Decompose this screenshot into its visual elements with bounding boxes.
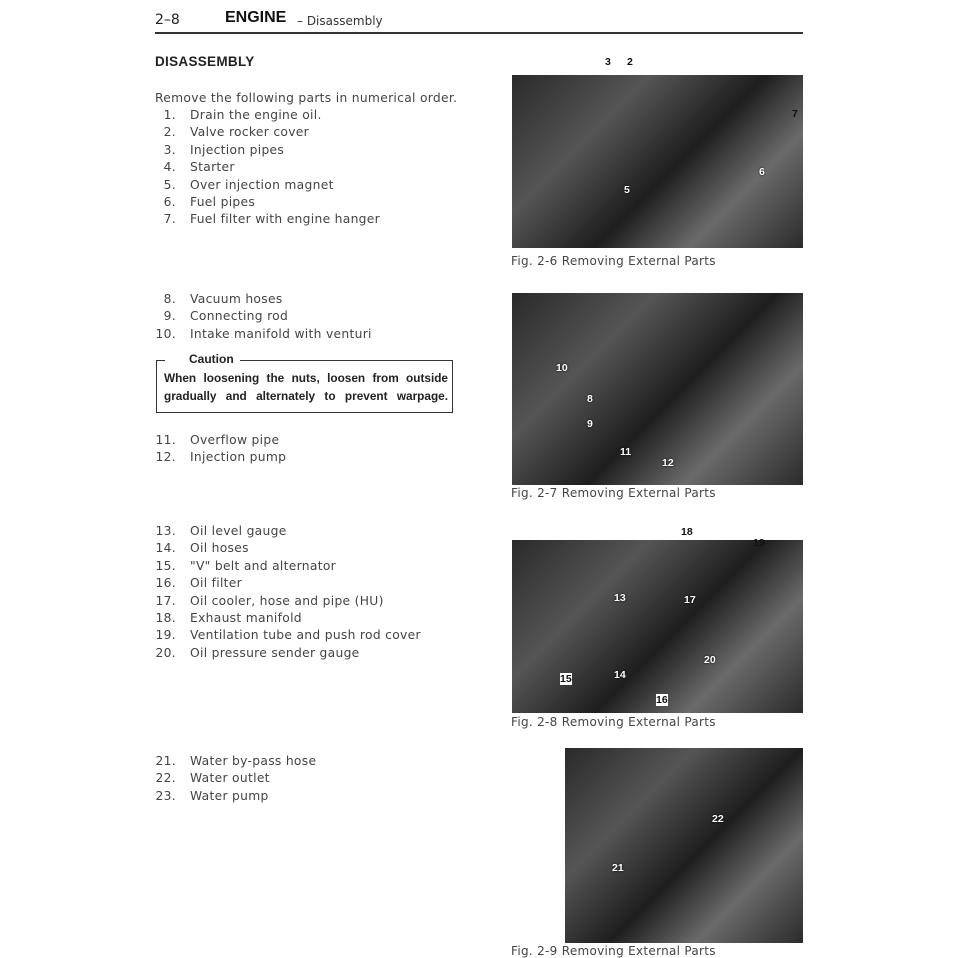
figure-caption: Fig. 2-7 Removing External Parts xyxy=(511,486,716,500)
caution-text: When loosening the nuts, loosen from outside gradually and alternately to prevent warpage. xyxy=(164,371,448,403)
step-text: Oil level gauge xyxy=(190,524,287,538)
step-text: Exhaust manifold xyxy=(190,610,302,625)
step-number: 15. xyxy=(155,558,176,573)
list-item xyxy=(152,327,372,344)
callout: 21 xyxy=(612,862,624,874)
list-item xyxy=(152,143,380,160)
figure-2-8-photo xyxy=(512,540,803,713)
step-number: 12. xyxy=(155,450,176,465)
list-item xyxy=(152,611,421,628)
step-number: 9. xyxy=(163,309,176,324)
step-text: Starter xyxy=(190,160,235,175)
callout: 9 xyxy=(587,418,593,430)
step-text: Valve rocker cover xyxy=(190,125,310,140)
callout: 5 xyxy=(624,184,630,196)
page-number: 2–8 xyxy=(155,12,180,28)
step-text: Water by-pass hose xyxy=(190,754,317,768)
step-text: Oil cooler, hose and pipe (HU) xyxy=(190,593,384,608)
step-text: Intake manifold with venturi xyxy=(190,326,372,341)
step-number: 3. xyxy=(163,142,176,157)
intro-text: Remove the following parts in numerical order. xyxy=(155,91,458,105)
page-title: DISASSEMBLY xyxy=(155,54,255,69)
step-text: Overflow pipe xyxy=(190,433,280,447)
step-number: 8. xyxy=(163,292,176,306)
step-number: 6. xyxy=(163,194,176,209)
list-item xyxy=(152,771,316,788)
step-text: Oil hoses xyxy=(190,541,249,556)
step-number: 10. xyxy=(155,326,176,341)
figure-caption: Fig. 2-9 Removing External Parts xyxy=(511,944,716,958)
step-text: Water outlet xyxy=(190,771,270,786)
list-item xyxy=(152,160,380,177)
callout: 2 xyxy=(627,56,633,68)
step-text: Oil pressure sender gauge xyxy=(190,645,360,660)
list-item xyxy=(152,524,421,541)
step-number: 18. xyxy=(155,610,176,625)
callout: 15 xyxy=(560,673,572,685)
callout: 6 xyxy=(759,166,765,178)
section-subtitle: – Disassembly xyxy=(297,14,383,28)
step-text: "V" belt and alternator xyxy=(190,558,337,573)
step-list-5 xyxy=(152,754,316,806)
callout: 20 xyxy=(704,654,716,666)
callout: 14 xyxy=(614,669,626,681)
list-item xyxy=(152,541,421,558)
page-header xyxy=(155,9,803,34)
list-item xyxy=(152,628,421,645)
callout: 18 xyxy=(681,526,693,538)
list-item xyxy=(152,195,380,212)
callout: 12 xyxy=(662,457,674,469)
step-text: Vacuum hoses xyxy=(190,292,283,306)
callout: 22 xyxy=(712,813,724,825)
callout: 19 xyxy=(753,537,765,549)
list-item xyxy=(152,309,372,326)
step-number: 23. xyxy=(155,788,176,803)
step-list-4 xyxy=(152,524,421,663)
list-item xyxy=(152,559,421,576)
list-item xyxy=(152,594,421,611)
step-text: Injection pipes xyxy=(190,142,285,157)
list-item xyxy=(152,292,372,309)
step-number: 14. xyxy=(155,541,176,556)
step-number: 21. xyxy=(155,754,176,768)
step-number: 7. xyxy=(163,212,176,227)
figure-2-7-photo xyxy=(512,293,803,485)
step-text: Drain the engine oil. xyxy=(190,108,322,122)
step-number: 19. xyxy=(155,628,176,643)
step-number: 2. xyxy=(163,125,176,140)
callout: 10 xyxy=(556,362,568,374)
list-item xyxy=(152,576,421,593)
step-text: Fuel pipes xyxy=(190,194,256,209)
step-number: 16. xyxy=(155,576,176,591)
step-list-1 xyxy=(152,108,380,230)
step-list-3 xyxy=(152,433,286,468)
step-number: 11. xyxy=(155,433,176,447)
step-text: Connecting rod xyxy=(190,309,289,324)
list-item xyxy=(152,108,380,125)
list-item xyxy=(152,178,380,195)
step-number: 22. xyxy=(155,771,176,786)
step-number: 20. xyxy=(155,645,176,660)
step-number: 13. xyxy=(155,524,176,538)
figure-2-9-photo xyxy=(565,748,803,943)
callout: 17 xyxy=(684,594,696,606)
list-item xyxy=(152,754,316,771)
callout: 7 xyxy=(792,108,798,120)
figure-2-6-photo xyxy=(512,75,803,248)
callout: 13 xyxy=(614,592,626,604)
list-item xyxy=(152,433,286,450)
list-item xyxy=(152,450,286,467)
callout: 8 xyxy=(587,393,593,405)
section-title: ENGINE xyxy=(225,9,287,26)
list-item xyxy=(152,789,316,806)
step-number: 5. xyxy=(163,177,176,192)
step-number: 1. xyxy=(163,108,176,122)
step-text: Oil filter xyxy=(190,576,243,591)
step-number: 4. xyxy=(163,160,176,175)
list-item xyxy=(152,125,380,142)
list-item xyxy=(152,646,421,663)
list-item xyxy=(152,212,380,229)
step-list-2 xyxy=(152,292,372,344)
callout: 16 xyxy=(656,694,668,706)
callout: 3 xyxy=(605,56,611,68)
caution-title: Caution xyxy=(189,352,234,366)
figure-caption: Fig. 2-8 Removing External Parts xyxy=(511,715,716,729)
step-text: Water pump xyxy=(190,788,269,803)
step-text: Injection pump xyxy=(190,450,287,465)
callout: 11 xyxy=(620,446,632,458)
step-text: Ventilation tube and push rod cover xyxy=(190,628,421,643)
step-text: Fuel filter with engine hanger xyxy=(190,212,380,227)
figure-caption: Fig. 2-6 Removing External Parts xyxy=(511,254,716,268)
step-number: 17. xyxy=(155,593,176,608)
step-text: Over injection magnet xyxy=(190,177,334,192)
caution-box xyxy=(156,352,453,413)
